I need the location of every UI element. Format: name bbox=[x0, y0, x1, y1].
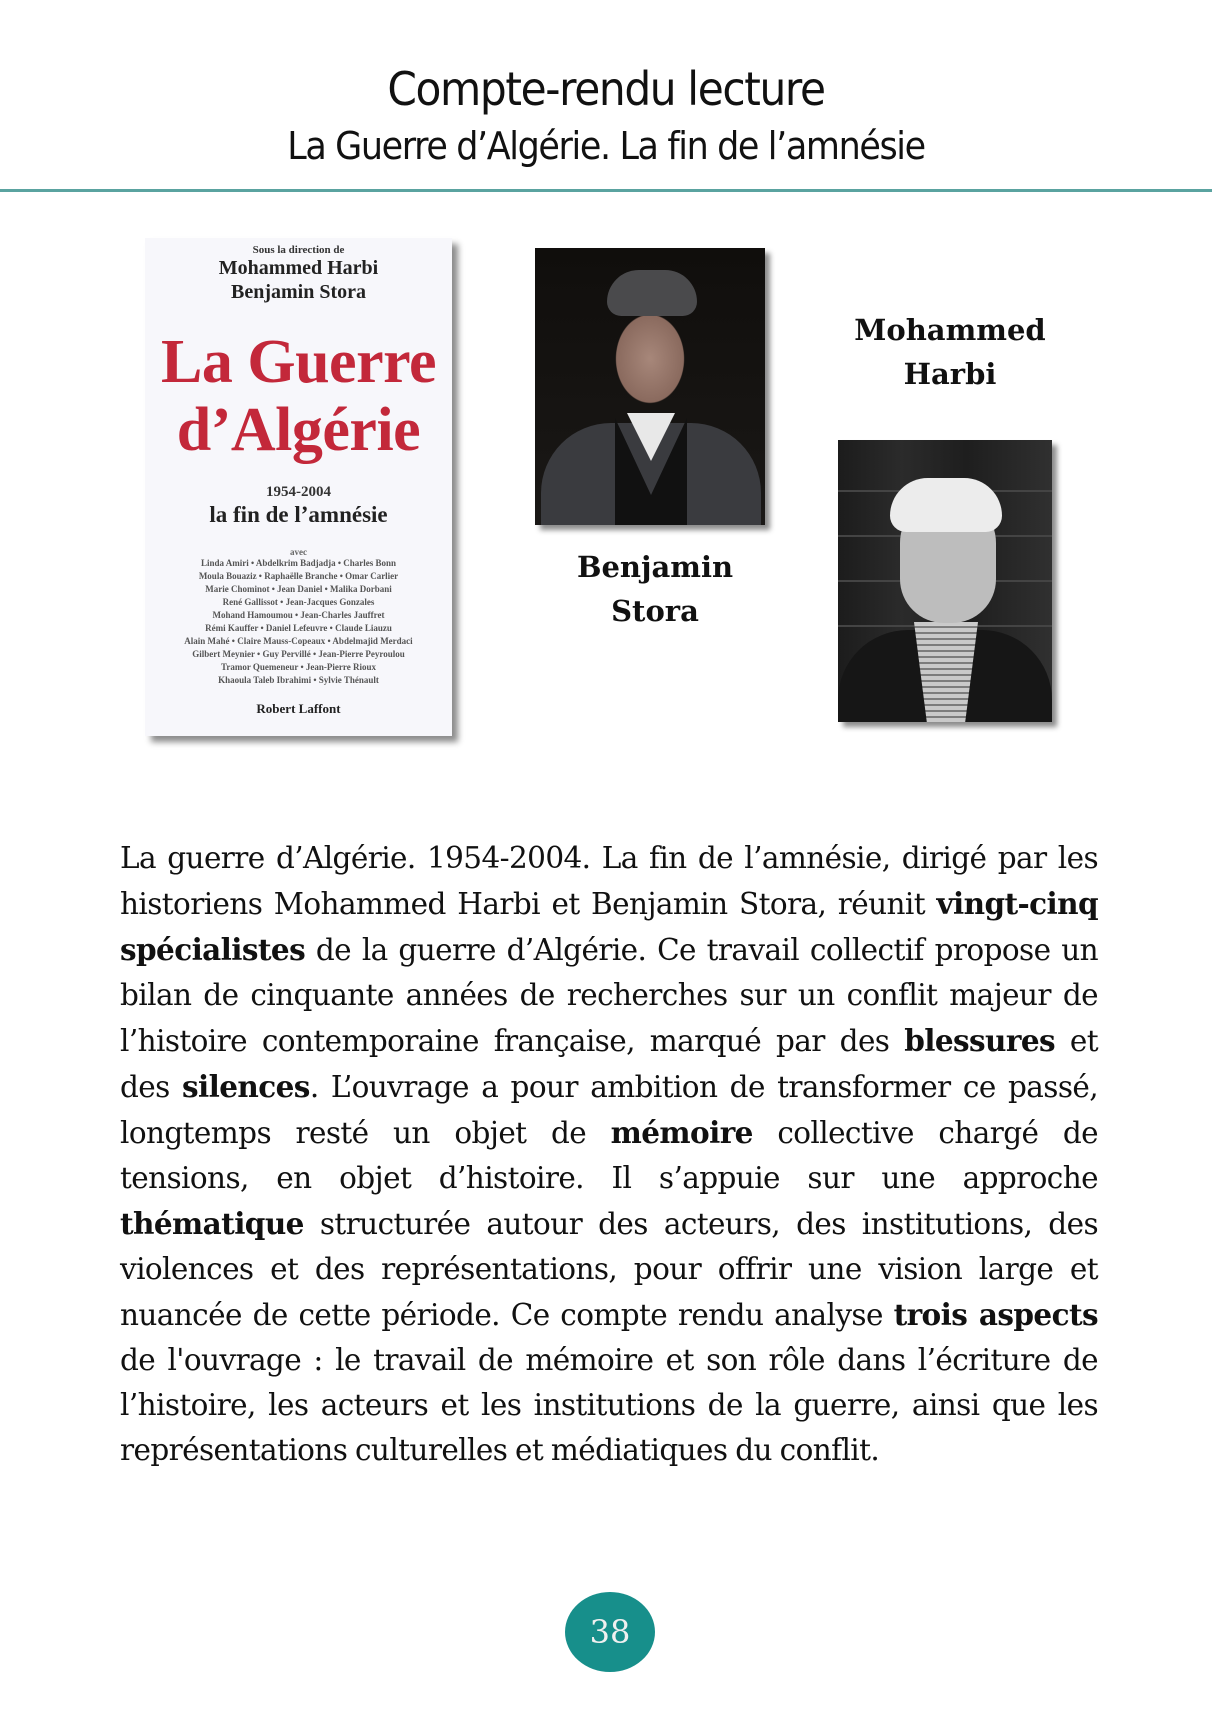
emphasis-text: blessures bbox=[904, 1023, 1056, 1058]
contributor-line: Alain Mahé • Claire Mauss-Copeaux • Abdelmajid Merdaci bbox=[184, 636, 413, 646]
review-paragraph bbox=[120, 836, 1098, 1473]
cover-contributors bbox=[145, 557, 452, 687]
caption-benjamin-stora bbox=[560, 545, 750, 633]
caption-mohammed-harbi bbox=[830, 308, 1070, 396]
contributor-line: Tramor Quemeneur • Jean-Pierre Rioux bbox=[221, 662, 376, 672]
body-text-segment: La guerre d’Algérie. 1954-2004. La fin de l’amnésie, dirigé par les historiens Mohammed Harbi et Benjamin Stora, réunit bbox=[120, 841, 1098, 921]
cover-direction-label: Sous la direction de bbox=[252, 244, 345, 256]
cover-title-line: d’Algérie bbox=[176, 396, 421, 464]
emphasis-text: silences bbox=[182, 1069, 310, 1104]
caption-line: Benjamin bbox=[576, 550, 734, 584]
body-text-segment: de l'ouvrage : le travail de mémoire et son rôle dans l’écriture de l’histoire, les acteurs et les institutions de la guerre, ainsi que les représentations culturelles et médiatiques du conflit. bbox=[120, 1343, 1098, 1467]
contributor-line: René Gallissot • Jean-Jacques Gonzales bbox=[222, 597, 375, 607]
contributor-line: Linda Amiri • Abdelkrim Badjadja • Charles Bonn bbox=[200, 558, 397, 568]
contributor-line: Khaoula Taleb Ibrahimi • Sylvie Thénault bbox=[218, 675, 379, 685]
cover-with-label: avec bbox=[290, 547, 307, 557]
contributor-line: Moula Bouaziz • Raphaëlle Branche • Omar Carlier bbox=[198, 571, 399, 581]
caption-line: Stora bbox=[611, 594, 699, 628]
body-text-segment: collective chargé de tensions, en objet d’histoire. Il s’appuie sur une approche bbox=[120, 1116, 1098, 1195]
contributor-line: Gilbert Meynier • Guy Pervillé • Jean-Pierre Peyroulou bbox=[192, 649, 405, 659]
body-text-segment: . L’ouvrage a pour ambition de transformer ce passé, longtemps resté un objet de bbox=[120, 1070, 1098, 1150]
emphasis-text: thématique bbox=[120, 1206, 304, 1241]
emphasis-text: vingt-cinq spécialistes bbox=[120, 886, 1098, 967]
header-divider bbox=[0, 189, 1212, 192]
contributor-line: Rémi Kauffer • Daniel Lefeuvre • Claude Liauzu bbox=[205, 623, 392, 633]
cover-subtitle: la fin de l’amnésie bbox=[209, 502, 388, 527]
body-text-segment: et des bbox=[120, 1024, 1099, 1104]
body-text-segment: de la guerre d’Algérie. Ce travail collectif propose un bilan de cinquante années de recherches sur un conflit majeur de l’histoire contemporaine française, marqué par des bbox=[120, 933, 1098, 1058]
contributor-line: Mohand Hamoumou • Jean-Charles Jauffret bbox=[212, 610, 385, 620]
portrait-benjamin-stora bbox=[535, 248, 765, 525]
emphasis-text: trois aspects bbox=[893, 1297, 1098, 1332]
contributor-line: Marie Chominot • Jean Daniel • Malika Dorbani bbox=[205, 584, 392, 594]
page-title: Compte-rendu lecture bbox=[387, 62, 825, 116]
emphasis-text: mémoire bbox=[610, 1115, 753, 1150]
page-header bbox=[0, 0, 1212, 192]
portrait-mohammed-harbi bbox=[838, 440, 1052, 722]
cover-publisher: Robert Laffont bbox=[256, 701, 341, 716]
page-number-badge: 38 bbox=[565, 1592, 655, 1672]
cover-author: Mohammed Harbi bbox=[218, 257, 379, 279]
caption-line: Mohammed bbox=[854, 313, 1046, 347]
page-subtitle: La Guerre d’Algérie. La fin de l’amnésie bbox=[287, 124, 925, 168]
cover-years: 1954-2004 bbox=[266, 484, 331, 500]
cover-author: Benjamin Stora bbox=[231, 281, 366, 303]
caption-line: Harbi bbox=[903, 357, 997, 391]
body-text-segment: structurée autour des acteurs, des institutions, des violences et des représentations, pour offrir une vision large et nuancée de cette période. Ce compte rendu analyse bbox=[120, 1207, 1098, 1332]
cover-title-line: La Guerre bbox=[160, 328, 436, 396]
book-cover bbox=[145, 238, 452, 736]
